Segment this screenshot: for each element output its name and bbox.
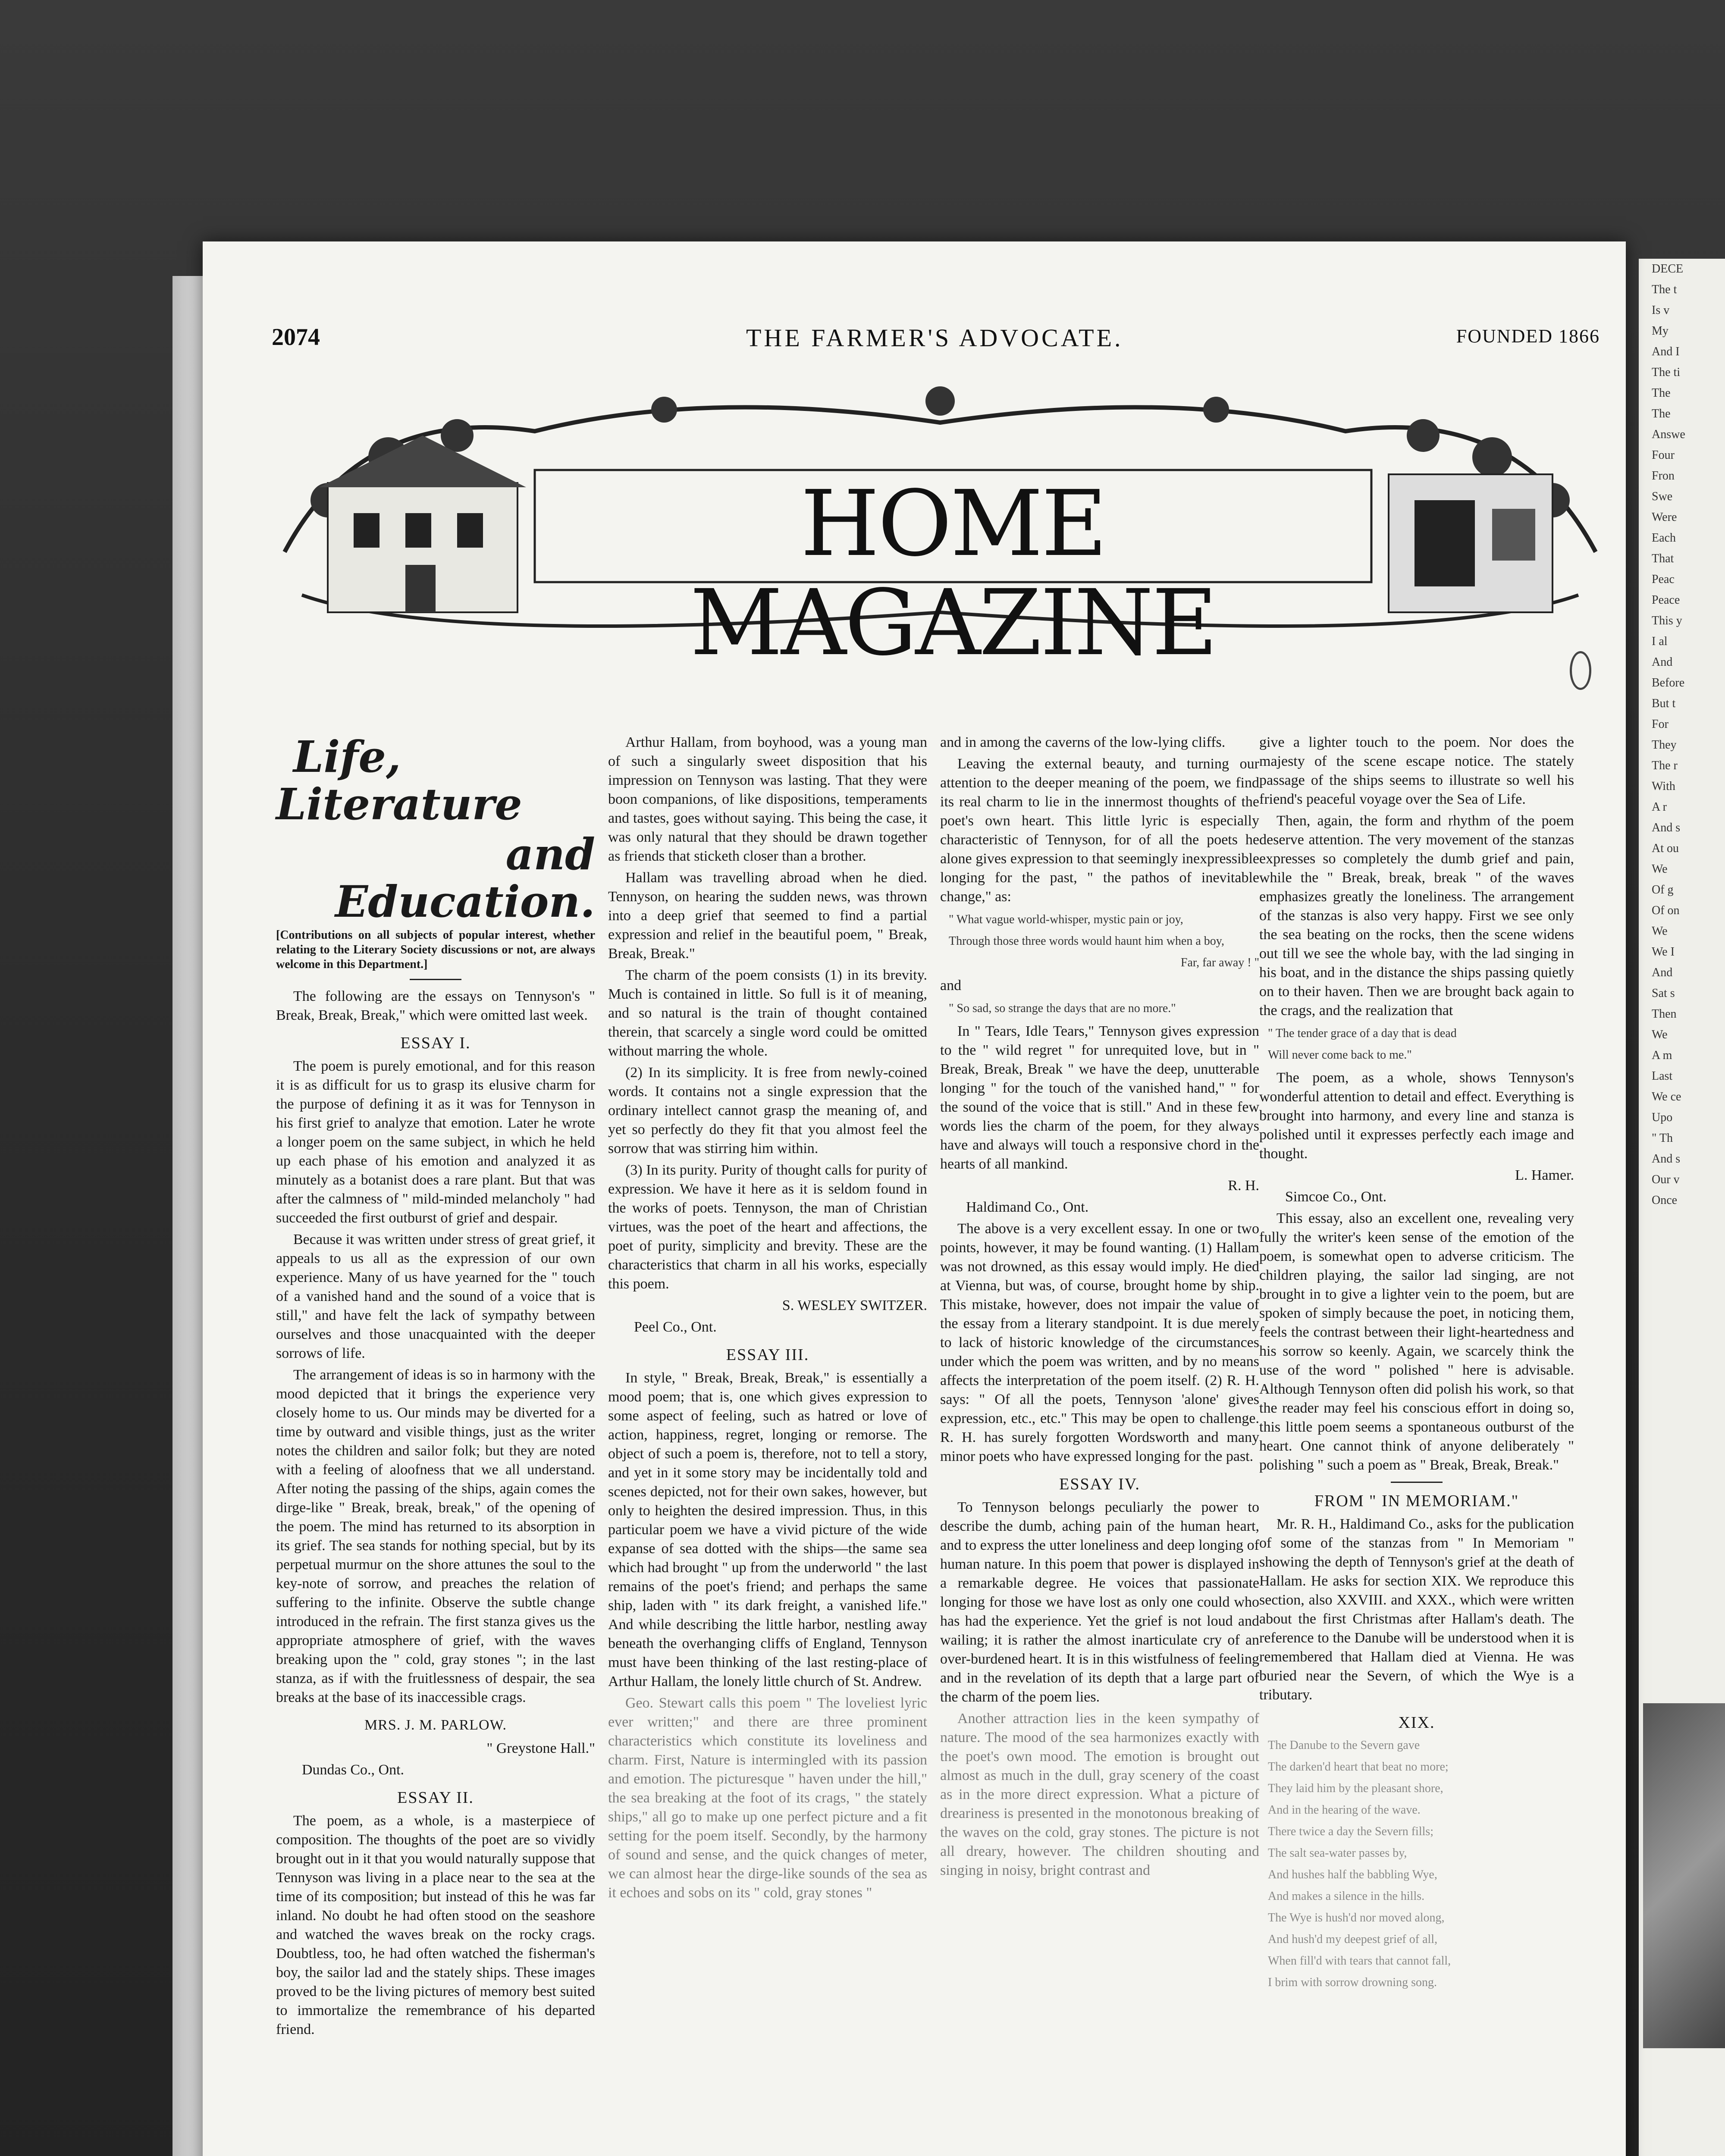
- facing-page-line: We ce: [1652, 1090, 1681, 1103]
- intro-paragraph: The following are the essays on Tennyson's " Break, Break, Break," which were omitted last week.: [276, 988, 595, 1023]
- author-location: Peel Co., Ont.: [634, 1319, 717, 1335]
- paragraph: give a lighter touch to the poem. Nor does the majesty of the scene escape notice. The stately passage of the ships seems to illustrate so well his friend's peaceful voyage over the Sea of Life.: [1259, 734, 1574, 807]
- verse-line: " What vague world-whisper, mystic pain or joy,: [949, 913, 1183, 926]
- facing-page-line: DECE: [1652, 262, 1684, 276]
- author-location: Dundas Co., Ont.: [302, 1762, 405, 1778]
- facing-page-line: And s: [1652, 821, 1681, 834]
- essay-heading: ESSAY III.: [726, 1346, 809, 1364]
- facing-page-line: Peac: [1652, 573, 1675, 586]
- facing-page-line: We: [1652, 924, 1668, 938]
- paragraph: The charm of the poem consists (1) in its brevity. Much is contained in little. So full is it of meaning, and so natural is the train of thought contained therein, that scarcely a single word could be omitted without marring the whole.: [608, 967, 927, 1059]
- section-title-line-1: Life, Literature: [276, 731, 522, 830]
- verse-block: [1259, 1737, 1574, 1991]
- verse-line: Far, far away ! ": [1180, 956, 1259, 969]
- facing-page-line: Our v: [1652, 1173, 1680, 1186]
- binder-hole: [1570, 651, 1591, 690]
- author-signature: L. Hamer.: [1515, 1167, 1574, 1183]
- facing-page-line: Once: [1652, 1194, 1678, 1207]
- verse-line: " So sad, so strange the days that are no more.": [949, 1002, 1176, 1015]
- paragraph: This essay, also an excellent one, revealing very fully the writer's keen sense of the emotion of the poem, is somewhat open to adverse criticism. The children playing, the sailor lad singing, are not brought in to give a lighter vein to the poem, but are spoken of simply because the poet, in noticing them, feels the contrast between their light-heartedness and his sorrow so keenly. Again, we scarcely think the use of the word " polished " here is advisable. Although Tennyson often did polish his work, so that the reader may feel his conscious effort in doing so, this little poem seems a spontaneous outburst of the heart. One cannot think of anyone deliberately " polishing " such a poem as " Break, Break, Break.": [1259, 1210, 1574, 1473]
- author-signature: S. WESLEY SWITZER.: [782, 1297, 927, 1313]
- column-2: [608, 733, 927, 1905]
- verse-line: And makes a silence in the hills.: [1268, 1890, 1425, 1903]
- paragraph: Another attraction lies in the keen sympathy of nature. The mood of the sea harmonizes exactly with the poet's own mood. The emotion is brought out almost as much in the dull, gray scenery of the coast as in the more direct expression. What a picture of dreariness is presented in the monotonous breaking of the waves on the cold, gray stones. The picture is not all dreary, however. The children shouting and singing in noisy, bright contrast and: [940, 1711, 1259, 1878]
- house-illustration: [319, 436, 526, 612]
- facing-page-photo: [1643, 1703, 1725, 2048]
- facing-page-line: We: [1652, 1028, 1668, 1041]
- paragraph: (3) In its purity. Purity of thought calls for purity of expression. We have it here as it is seldom found in the works of poets. Tennyson, the man of Christian virtues, was the poet of the heart and affections, the poet of purity, simplicity and brevity. These are the characteristics that charm in all his works, especially this poem.: [608, 1162, 927, 1292]
- paragraph: The poem, as a whole, shows Tennyson's wonderful attention to detail and effect. Everything is brought into harmony, and every line and stanza is polished until it expresses perfectly each image and thought.: [1259, 1070, 1574, 1162]
- author-signature: MRS. J. M. PARLOW.: [364, 1717, 507, 1733]
- facing-page-line: At ou: [1652, 842, 1679, 855]
- column-4: [1259, 733, 1574, 1996]
- facing-page-line: The t: [1652, 283, 1677, 296]
- essay-heading: ESSAY I.: [400, 1034, 471, 1052]
- paragraph: Arthur Hallam, from boyhood, was a young man of such a singularly sweet disposition that his impression on Tennyson was lasting. That they were boon companions, of like dispositions, temperaments and tastes, goes without saying. This being the case, it was only natural that they should be drawn together as friends that sticketh closer than a brother.: [608, 734, 927, 864]
- column-1: [276, 733, 595, 2042]
- author-address: " Greystone Hall.": [486, 1740, 595, 1756]
- author-location: Simcoe Co., Ont.: [1285, 1189, 1387, 1205]
- author-location: Haldimand Co., Ont.: [966, 1199, 1089, 1215]
- founded-note: FOUNDED 1866: [1456, 326, 1600, 347]
- paragraph: The poem is purely emotional, and for this reason it is as difficult for us to grasp its elusive charm for the purpose of defining it as it was for Tennyson in his first grief to analyze that emotion. Later he wrote a longer poem on the same subject, in which he held up each phase of his emotion and analyzed it as minutely as a botanist does a rare plant. But that was after the calmness of " mild-minded melancholy " had succeeded the first outburst of grief and despair.: [276, 1058, 595, 1226]
- verse-line: I brim with sorrow drowning song.: [1268, 1976, 1437, 1989]
- verse-line: The salt sea-water passes by,: [1268, 1846, 1407, 1860]
- paragraph: The arrangement of ideas is so in harmony with the mood depicted that it brings the experience very closely home to us. Our minds may be diverted for a time by outward and visible things, just as the writer notes the children and sailor folk; but they are noted with a feeling of aloofness that we all understand. After noting the passing of the ships, again comes the dirge-like " Break, break, break," of the opening of the poem. The mind has returned to its absorption in its grief. The sea stands for nothing special, but by its perpetual murmur on the shore attunes the soul to the key-note of sorrow, and preaches the relation of suffering to the infinite. Observe the subtle change introduced in the refrain. The first stanza gives us the appropriate atmosphere of grief, with the waves breaking upon the " cold, gray stones "; in the last stanza, as if with the fruitlessness of despair, the sea breaks at the base of its inaccessible crags.: [276, 1367, 595, 1705]
- column-3: [940, 733, 1259, 1883]
- facing-page-line: A m: [1652, 1049, 1672, 1062]
- verse-line: The Wye is hush'd nor moved along,: [1268, 1911, 1445, 1924]
- facing-page-line: But t: [1652, 697, 1676, 710]
- page-number: 2074: [272, 324, 320, 351]
- facing-page-line: Of on: [1652, 904, 1680, 917]
- section-title-line-2: and Education.: [335, 829, 595, 927]
- divider: [410, 979, 461, 980]
- facing-page-line: With: [1652, 780, 1675, 793]
- verse-line: And hushes half the babbling Wye,: [1268, 1868, 1437, 1881]
- essay-heading: ESSAY II.: [397, 1789, 474, 1807]
- paragraph: (2) In its simplicity. It is free from newly-coined words. It contains not a single expression that the ordinary intellect cannot grasp the meaning of, and yet so perfectly do they fit that you almost feel the sorrow that was stirring him within.: [608, 1065, 927, 1156]
- paragraph: Geo. Stewart calls this poem " The loveliest lyric ever written;" and there are three prominent characteristics which constitute its loveliness and charm. First, Nature is intermingled with its passion and emotion. The picturesque " haven under the hill," the sea breaking at the foot of its crags, " the stately ships," all go to make up one perfect picture and a fit setting for the poem itself. Secondly, by the harmony of sound and sense, and the quick changes of meter, we can almost hear the dirge-like sounds of the sea as it echoes and sobs on its " cold, gray stones ": [608, 1695, 927, 1901]
- facing-page-line: Upo: [1652, 1111, 1673, 1124]
- facing-page-line: Peace: [1652, 593, 1680, 607]
- facing-page-line: The r: [1652, 759, 1678, 772]
- author-signature: R. H.: [1228, 1178, 1259, 1194]
- facing-page-line: Swe: [1652, 490, 1673, 503]
- facing-page-line: And s: [1652, 1152, 1681, 1166]
- paragraph: The above is a very excellent essay. In one or two points, however, it may be found wanting. (1) Hallam was not drowned, as this essay would imply. He died at Vienna, but was, of course, brought home by ship. This mistake, however, does not impair the value of the essay from a literary standpoint. It is due merely to lack of historic knowledge of the circumstances under which the poem was written, and by no means affects the interpretation of the poem itself. (2) R. H. says: " Of all the poets, Tennyson 'alone' gives expression, etc., etc." This may be open to challenge. R. H. has surely forgotten Wordsworth and many minor poets who have expressed longing for the past.: [940, 1221, 1259, 1464]
- verse-line: There twice a day the Severn fills;: [1268, 1825, 1434, 1838]
- facing-page-line: Then: [1652, 1007, 1677, 1021]
- facing-page-text: [1639, 259, 1725, 1211]
- page-header: [272, 323, 1600, 358]
- facing-page-line: We I: [1652, 945, 1675, 959]
- paragraph: The poem, as a whole, is a masterpiece of composition. The thoughts of the poet are so vividly brought out in it that you would naturally suppose that Tennyson was living in a place near to the sea at the time of its composition; but instead of this he was far inland. No doubt he had often stood on the seashore and watched the waves break on the rocky crags. Doubtless, too, he had often watched the fisherman's boy, the sailor lad and the stately ships. These images proved to be the living pictures of memory best suited to immortalize the remembrance of his departed friend.: [276, 1813, 595, 2037]
- fireplace-illustration: [1389, 474, 1552, 612]
- verse-line: Will never come back to me.": [1268, 1048, 1412, 1062]
- divider: [1391, 1482, 1443, 1483]
- paragraph: Then, again, the form and rhythm of the poem deserve attention. The very movement of the stanzas expresses so completely the dumb grief and pain, while the " Break, break, break " of the waves emphasizes greatly the loneliness. The arrangement of the stanzas is also very happy. First we see only the sea beating on the rocks, then the scene widens out till we see the whole bay, with the lad singing in his boat, and in the distance the ships passing quietly on to their haven. Then we are brought back again to the crags, and the realization that: [1259, 813, 1574, 1018]
- facing-page-line: And: [1652, 655, 1673, 669]
- facing-page-line: My: [1652, 324, 1669, 338]
- facing-page-line: Fron: [1652, 469, 1675, 483]
- connector-word: and: [940, 978, 962, 993]
- essay-heading: ESSAY IV.: [1059, 1475, 1140, 1493]
- paragraph: To Tennyson belongs peculiarly the power to describe the dumb, aching pain of the human heart, and to express the utter loneliness and deep longing of human nature. In this poem that power is displayed in a remarkable degree. He voices that passionate longing for those we have lost as only one could who has had the experience. Yet the grief is not loud and wailing; it is rather the almost inarticulate cry of an over-burdened heart. It is in this wistfulness of feeling and in the revelation of its depth that a large part of the charm of the poem lies.: [940, 1499, 1259, 1705]
- facing-page-line: Four: [1652, 448, 1675, 462]
- facing-page-line: That: [1652, 552, 1674, 565]
- facing-page-line: Answe: [1652, 428, 1685, 441]
- facing-page-line: And I: [1652, 345, 1680, 358]
- verse-line: They laid him by the pleasant shore,: [1268, 1782, 1443, 1795]
- facing-page-line: We: [1652, 862, 1668, 876]
- paragraph: Leaving the external beauty, and turning our attention to the deeper meaning of the poem, we find its real charm to lie in the innermost thoughts of the poet's own heart. This little lyric is especially characteristic of Tennyson, for of all the poets he alone gives expression to that seemingly inexpressible longing for the past, " the pathos of inevitable change," as:: [940, 756, 1259, 905]
- facing-page-line: " Th: [1652, 1131, 1673, 1145]
- verse-line: Through those three words would haunt him when a boy,: [949, 934, 1224, 948]
- facing-page-line: Of g: [1652, 883, 1674, 896]
- facing-page-line: They: [1652, 738, 1677, 752]
- facing-page-line: I al: [1652, 635, 1668, 648]
- facing-page-line: For: [1652, 718, 1669, 731]
- verse-line: The Danube to the Severn gave: [1268, 1739, 1420, 1752]
- paragraph: and in among the caverns of the low-lying cliffs.: [940, 734, 1226, 750]
- facing-page-line: The: [1652, 386, 1671, 400]
- facing-page-line: And: [1652, 966, 1673, 979]
- facing-page-line: Before: [1652, 676, 1685, 689]
- facing-page-line: A r: [1652, 800, 1667, 814]
- verse-line: " The tender grace of a day that is dead: [1268, 1027, 1457, 1040]
- verse-line: The darken'd heart that beat no more;: [1268, 1760, 1449, 1774]
- facing-page-line: The: [1652, 407, 1671, 420]
- paragraph: Because it was written under stress of great grief, it appeals to us all as the expression of our own experience. Many of us have yearned for the " touch of a vanished hand and the sound of a voice that is still," and have felt the lack of sympathy between ourselves and those unacquainted with the deeper sorrows of life.: [276, 1232, 595, 1361]
- facing-page-line: This y: [1652, 614, 1682, 627]
- paragraph: In style, " Break, Break, Break," is essentially a mood poem; that is, one which gives expression to some aspect of feeling, such as hatred or love of action, happiness, regret, longing or remorse. The object of such a poem is, therefore, not to tell a story, and yet in it some story may be incidentally told and scenes depicted, not for their own sakes, however, but only to heighten the desired impression. Thus, in this particular poem we have a vivid picture of the wide expanse of sea dotted with the ships—the same sea which had brought " up from the underworld " the last remains of the poet's friend; and perhaps the same ship, laden with " its dark freight, a vanished life." And while describing the little harbor, nestling away beneath the overhanging cliffs of England, Tennyson must have been thinking of the last resting-place of Arthur Hallam, the lonely little church of St. Andrew.: [608, 1370, 927, 1689]
- section-heading: FROM " IN MEMORIAM.": [1314, 1492, 1519, 1510]
- paragraph: In " Tears, Idle Tears," Tennyson gives expression to the " wild regret " for unrequited love, but in " Break, Break, Break " we have the deep, unutterable longing " for the touch of the vanished hand," " for the sound of the voice that is still." And in these few words lies the charm of the poem, for they always have and always will touch a responsive chord in the hearts of all mankind.: [940, 1023, 1259, 1172]
- verse-line: And hush'd my deepest grief of all,: [1268, 1933, 1438, 1946]
- paragraph: Mr. R. H., Haldimand Co., asks for the publication of some of the stanzas from " In Memoriam " showing the depth of Tennyson's grief at the death of Hallam. He asks for section XIX. We reproduce this section, also XXVIII. and XXX., which were written about the first Christmas after Hallam's death. The reference to the Danube will be understood when it is remembered that Hallam died at Vienna. He was buried near the Severn, of which the Wye is a tributary.: [1259, 1516, 1574, 1703]
- facing-page-line: The ti: [1652, 366, 1681, 379]
- verse-line: When fill'd with tears that cannot fall,: [1268, 1954, 1451, 1968]
- verse-line: And in the hearing of the wave.: [1268, 1803, 1421, 1817]
- banner-title: HOME MAGAZINE: [690, 471, 1216, 676]
- facing-page-line: Is v: [1652, 304, 1670, 317]
- home-magazine-banner: [276, 371, 1604, 676]
- facing-page-line: Last: [1652, 1069, 1673, 1083]
- facing-page-line: Each: [1652, 531, 1676, 545]
- section-note: [Contributions on all subjects of popular interest, whether relating to the Literary Society discussions or not, are always welcome in this Department.]: [276, 928, 595, 971]
- facing-page-fragment: [1639, 259, 1725, 2156]
- publication-title: THE FARMER'S ADVOCATE.: [746, 324, 1123, 352]
- facing-page-line: Were: [1652, 511, 1677, 524]
- paragraph: Hallam was travelling abroad when he died. Tennyson, on hearing the sudden news, was thrown into a deep grief that seemed to find a partial expression and relief in the beautiful poem, " Break, Break, Break.": [608, 870, 927, 962]
- facing-page-line: Sat s: [1652, 987, 1675, 1000]
- stanza-number: XIX.: [1398, 1714, 1435, 1732]
